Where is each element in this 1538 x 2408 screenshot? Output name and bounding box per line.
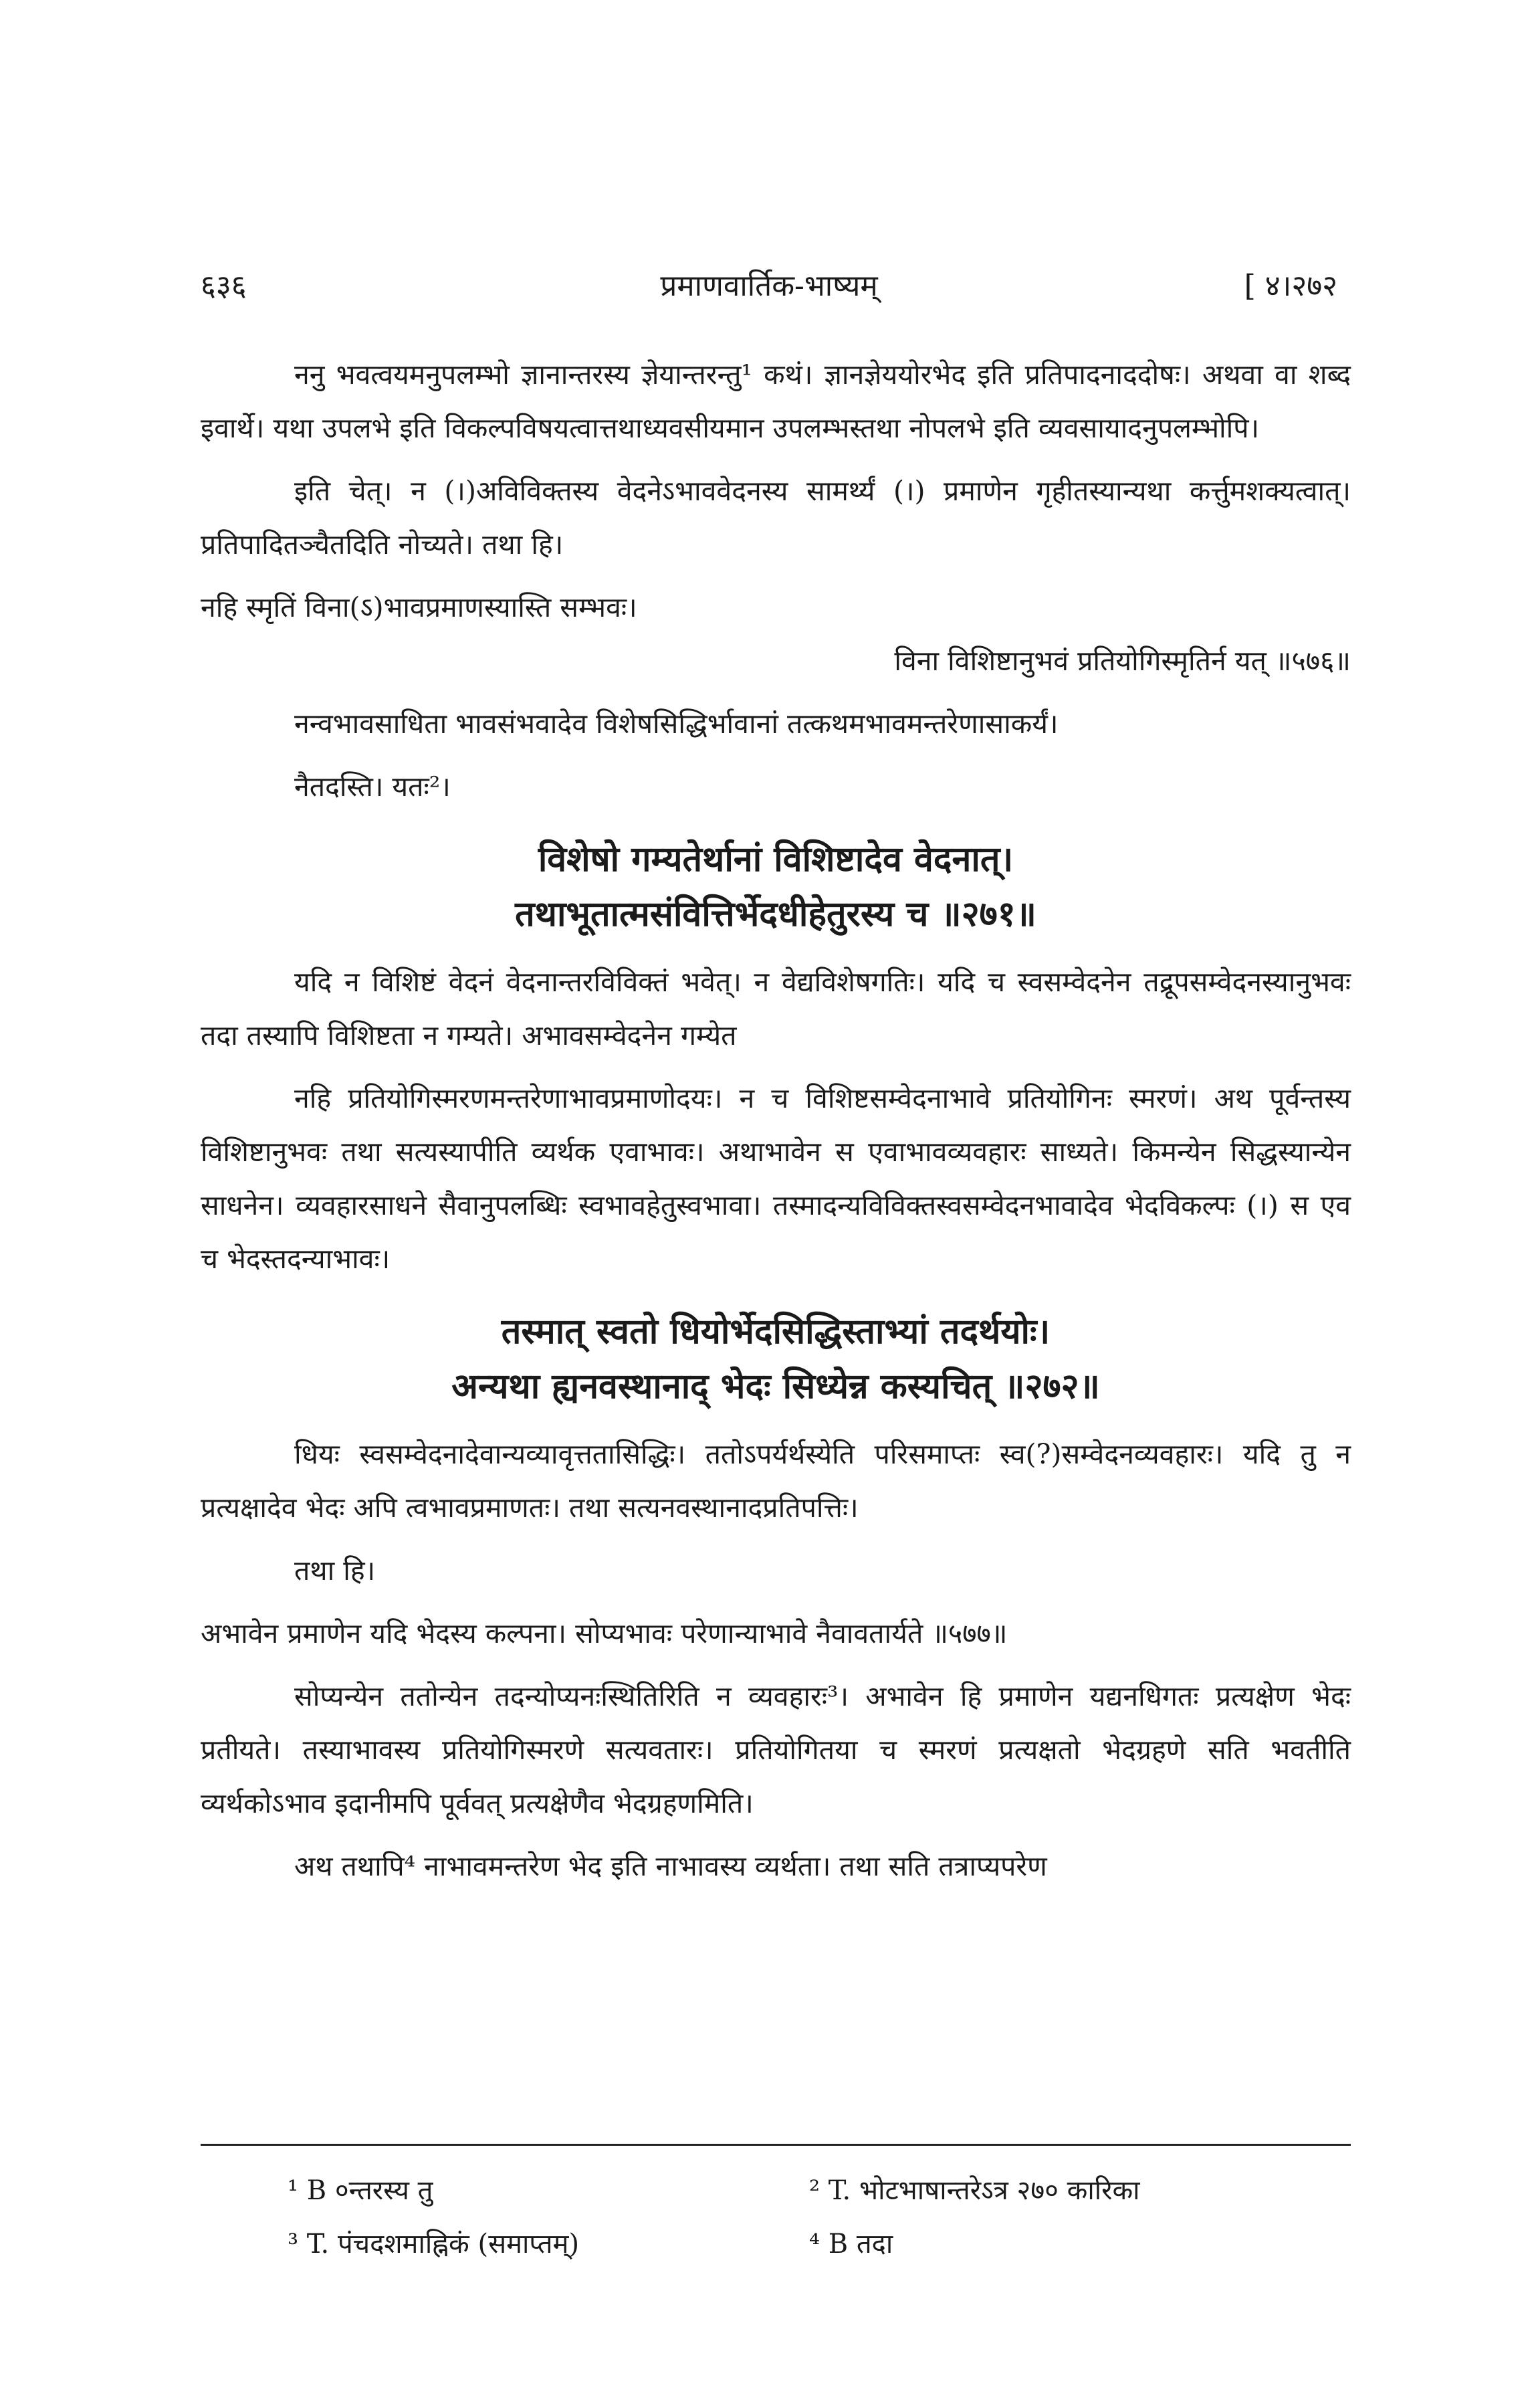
footnote-divider [201,2144,1351,2146]
paragraph: यदि न विशिष्टं वेदनं वेदनान्तरविविक्तं भवेत्। न वेद्यविशेषगतिः। यदि च स्वसम्वेदनेन तद्रूपसम्वेदनस्यानुभवः तदा तस्यापि विशिष्टता न गम्यते। अभावसम्वेदनेन गम्येत [201,966,1351,1051]
paragraph: धियः स्वसम्वेदनादेवान्यव्यावृत्ततासिद्धिः। ततोऽपर्यर्थस्येति परिसमाप्तः स्व(?)सम्वेदनव्यवहारः। यदि तु न प्रत्यक्षादेव भेदः अपि त्वभावप्रमाणतः। तथा सत्यनवस्थानादप्रतिपत्तिः। [201,1438,1351,1524]
karika-272 [201,1304,1351,1414]
karika-line: अन्यथा ह्यनवस्थानाद् भेदः सिध्येन्न कस्यचित् ॥२७२॥ [451,1366,1100,1407]
footnote: ² T. भोटभाषान्तरेऽत्र २७० कारिका [809,2175,1140,2206]
paragraph: नैतदस्ति। यतः²। [294,771,451,803]
page-body [201,348,1351,1902]
paragraph: नहि प्रतियोगिस्मरणमन्तरेणाभावप्रमाणोदयः। न च विशिष्टसम्वेदनाभावे प्रतियोगिनः स्मरणं। अथ पूर्वन्तस्य विशिष्टानुभवः तथा सत्यस्यापीति व्यर्थक एवाभावः। अथाभावेन स एवाभावव्यवहारः साध्यते। किमन्येन सिद्धस्यान्येन साधनेन। व्यवहारसाधने सैवानुपलब्धिः स्वभावहेतुस्वभावा। तस्मादन्यविविक्तस्वसम्वेदनभावादेव भेदविकल्पः (।) स एव च भेदस्तदन्याभावः। [201,1082,1351,1275]
karika-line: तथाभूतात्मसंवित्तिर्भेदधीहेतुरस्य च ॥२७१॥ [515,894,1036,934]
page-number: ६३६ [201,269,247,303]
footnote: ⁴ B तदा [809,2229,893,2260]
paragraph: सोप्यन्येन ततोन्येन तदन्योप्यनःस्थितिरिति न व्यवहारः³। अभावेन हि प्रमाणेन यद्यनधिगतः प्रत्यक्षेण भेदः प्रतीयते। तस्याभावस्य प्रतियोगिस्मरणे सत्यवतारः। प्रतियोगितया च स्मरणं प्रत्यक्षतो भेदग्रहणे सति भवतीति व्यर्थकोऽभाव इदानीमपि पूर्ववत् प्रत्यक्षेणैव भेदग्रहणमिति। [201,1680,1351,1819]
paragraph: इति चेत्। न (।)अविविक्तस्य वेदनेऽभाववेदनस्य सामर्थ्यं (।) प्रमाणेन गृहीतस्यान्यथा कर्त्तुमशक्यत्वात्। प्रतिपादितञ्चैतदिति नोच्यते। तथा हि। [201,475,1351,561]
running-title: प्रमाणवार्तिक-भाष्यम् [660,269,878,303]
section-reference: [ ४।२७२ [1244,269,1337,303]
paragraph: नन्वभावसाधिता भावसंभवादेव विशेषसिद्धिर्भावानां तत्कथमभावमन्तरेणासाकर्यं। [294,708,1059,740]
footnote: ³ T. पंचदशमाह्निकं (समाप्तम्) [288,2229,580,2260]
karika-line: तस्मात् स्वतो धियोर्भेदसिद्धिस्ताभ्यां तदर्थयोः। [501,1311,1051,1352]
verse-line: अभावेन प्रमाणेन यदि भेदस्य कल्पना। सोप्यभावः परेणान्याभावे नैवावतार्यते ॥५७७॥ [201,1617,1008,1649]
paragraph: ननु भवत्वयमनुपलम्भो ज्ञानान्तरस्य ज्ञेयान्तरन्तु¹ कथं। ज्ञानज्ञेययोरभेद इति प्रतिपादनाददोषः। अथवा वा शब्द इवार्थे। यथा उपलभे इति विकल्पविषयत्वात्तथाध्यवसीयमान उपलम्भस्तथा नोपलभे इति व्यवसायादनुपलम्भोपि। [201,359,1351,444]
page-header [201,264,1337,318]
karika-line: विशेषो गम्यतेर्थानां विशिष्टादेव वेदनात्। [538,839,1014,880]
verse-line: विना विशिष्टानुभवं प्रतियोगिस्मृतिर्न यत् ॥५७६॥ [894,645,1351,677]
karika-271 [201,832,1351,942]
paragraph: तथा हि। [294,1554,376,1587]
footnote: ¹ B ०न्तरस्य तु [288,2175,433,2206]
paragraph: अथ तथापि⁴ नाभावमन्तरेण भेद इति नाभावस्य व्यर्थता। तथा सति तत्राप्यपरेण [294,1850,1047,1882]
footnotes [288,2164,1357,2271]
verse-line: नहि स्मृतिं विना(ऽ)भावप्रमाणस्यास्ति सम्भवः। [201,591,637,623]
